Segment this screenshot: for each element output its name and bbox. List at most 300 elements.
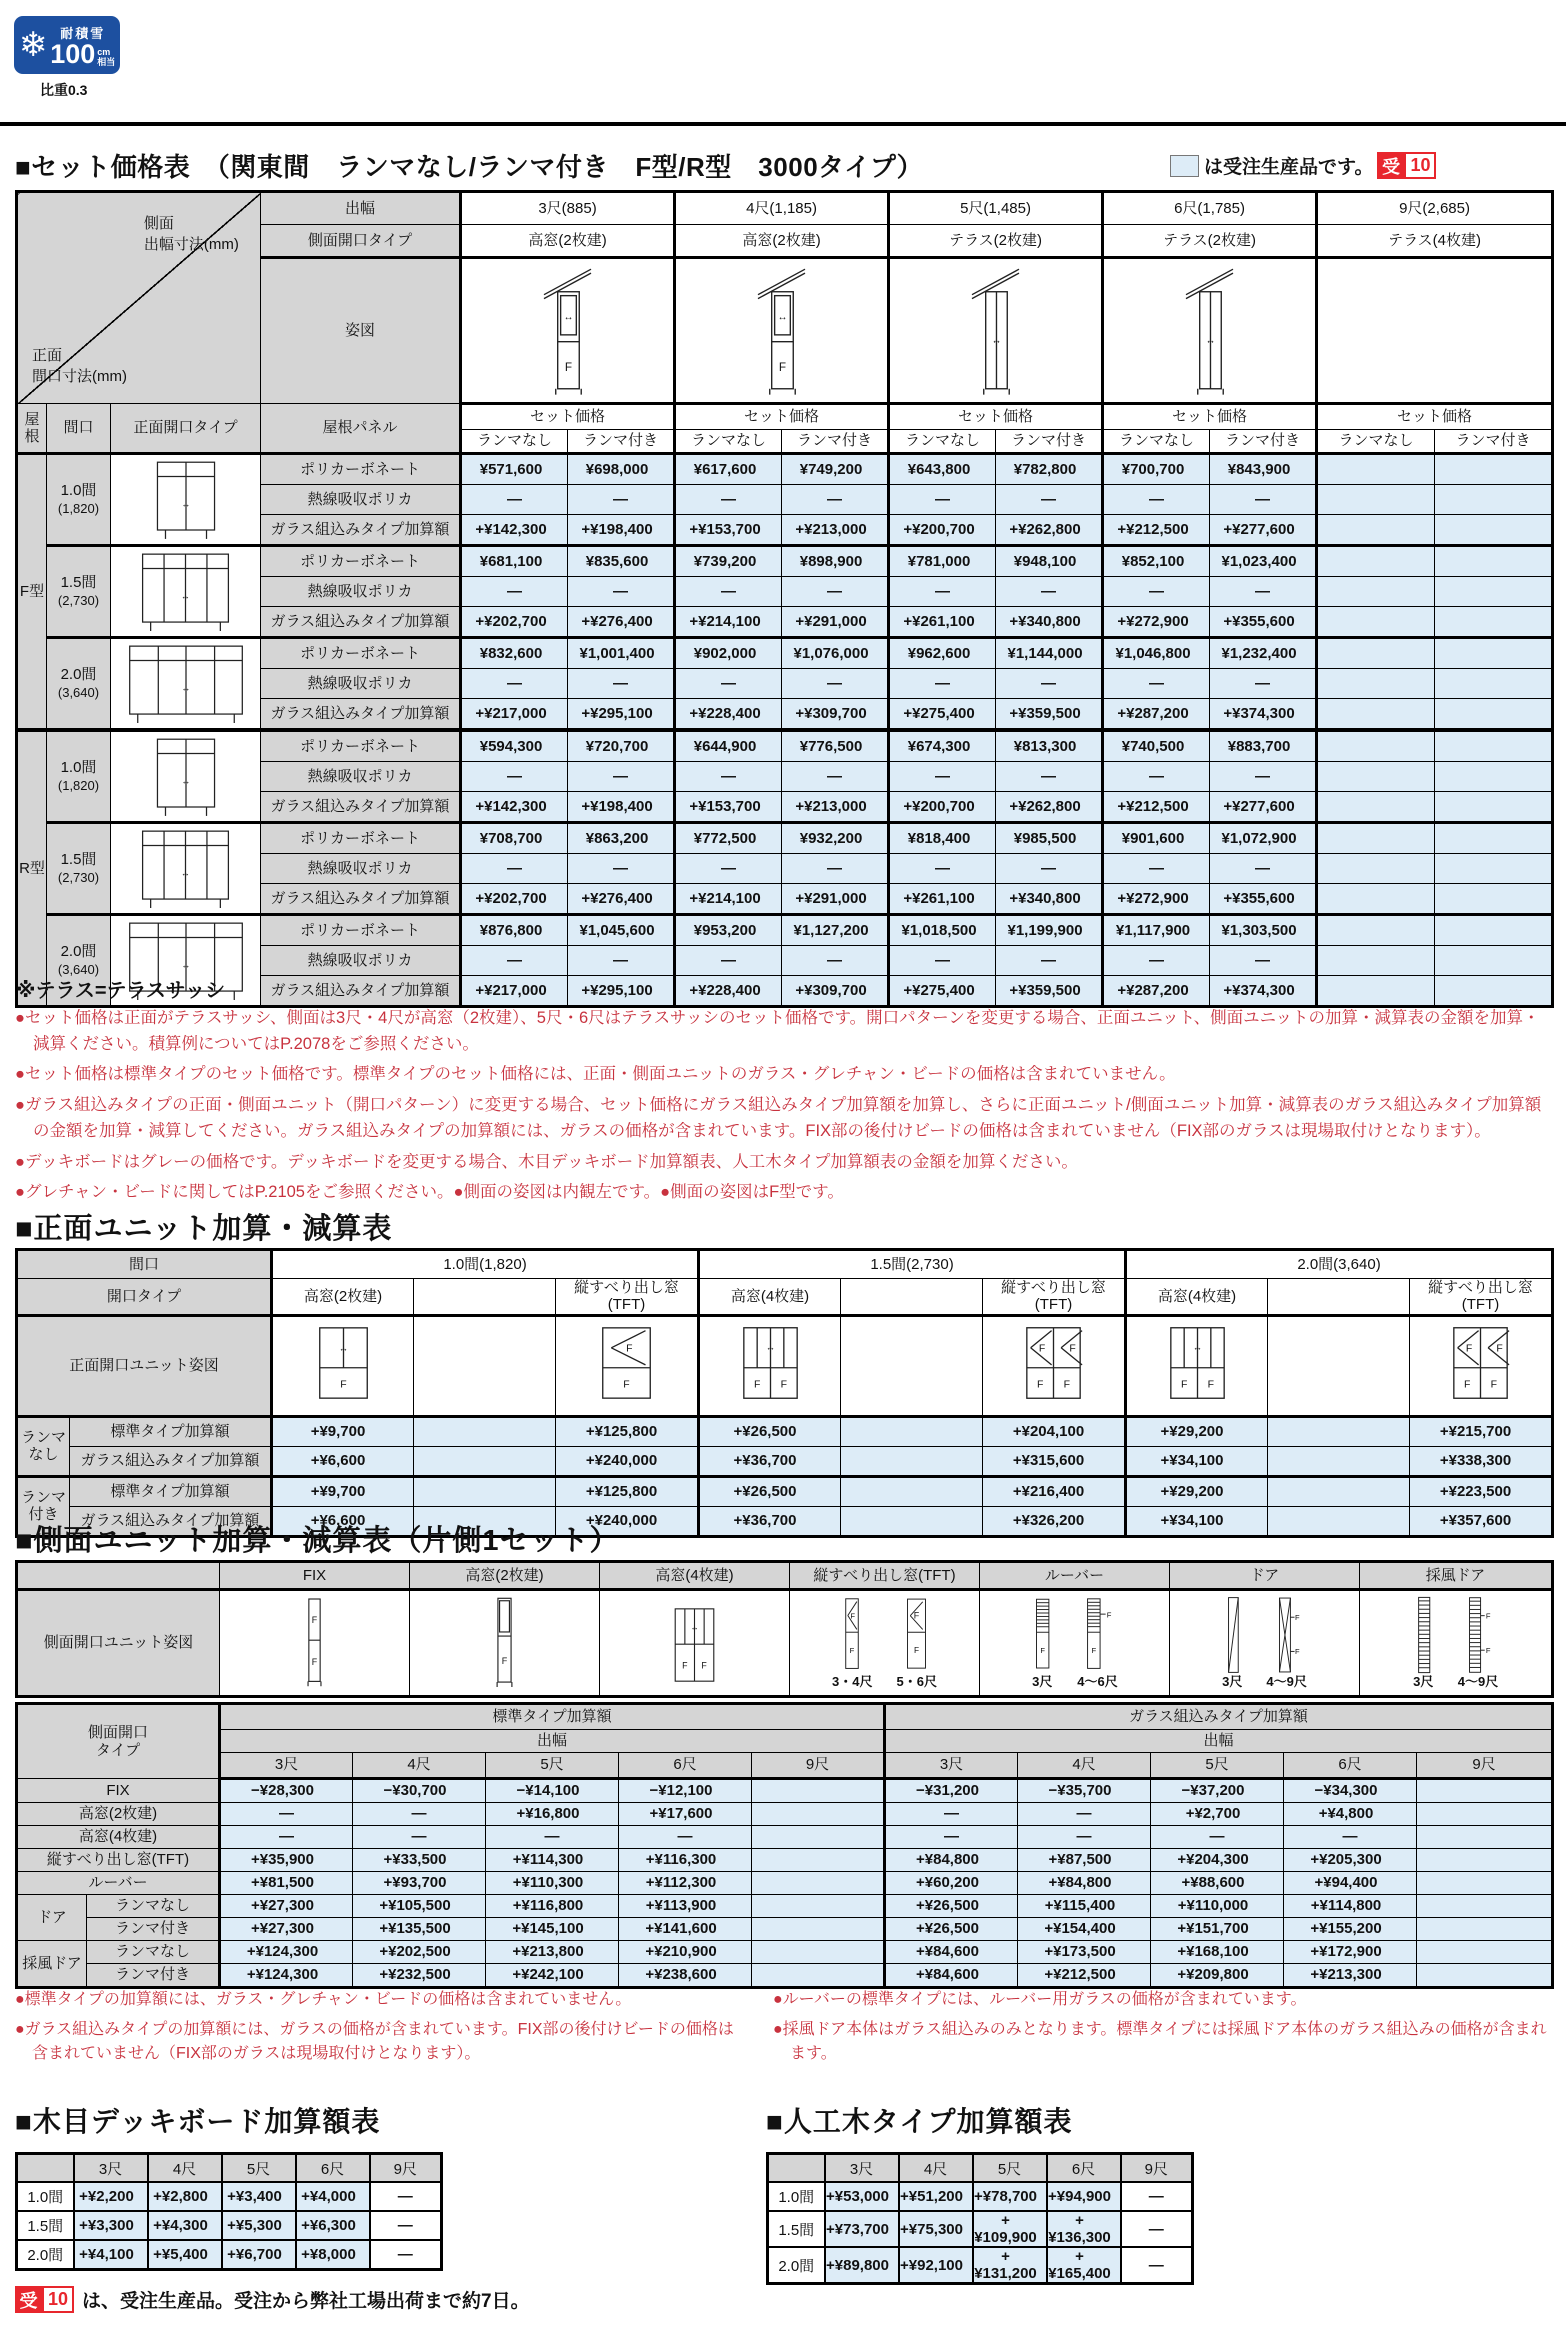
price-cell: +¥151,700 [1151,1918,1284,1941]
svg-text:F: F [1294,1647,1300,1657]
size-col-header: 5尺 [222,2154,296,2183]
price-cell [1435,577,1553,607]
price-cell: — [675,669,782,699]
size-col-header: 3尺 [885,1753,1018,1779]
price-cell: +¥172,900 [1284,1941,1417,1964]
price-cell: — [1018,1803,1151,1826]
sugata-header: 姿図 [261,258,461,404]
price-cell: — [782,946,889,976]
price-cell: +¥153,700 [675,515,782,546]
price-cell: +¥210,900 [619,1941,752,1964]
price-cell: +¥114,800 [1284,1895,1417,1918]
price-cell: +¥6,600 [272,1506,414,1536]
price-cell: ¥700,700 [1103,454,1210,485]
price-cell: — [353,1826,486,1849]
open-type [841,1279,983,1316]
elevation-icon [304,1595,325,1687]
price-cell: ¥1,303,500 [1210,915,1317,946]
elevation-icon [1449,1323,1512,1403]
price-cell: +¥262,800 [996,515,1103,546]
price-cell: +¥338,300 [1410,1446,1553,1476]
front-elevation-header: 正面開口ユニット姿図 [17,1315,272,1416]
price-cell: +¥213,800 [486,1941,619,1964]
price-cell: +¥5,400 [148,2240,222,2270]
price-cell [752,1779,885,1803]
svg-text:↔: ↔ [1205,336,1216,348]
elevation-icon [492,1595,517,1687]
svg-text:F: F [501,1655,508,1666]
size-col-header: 4尺 [353,1753,486,1779]
row-group-label: ドア [17,1895,87,1941]
price-cell: +¥2,700 [1151,1803,1284,1826]
side-unit-notes-left [15,1988,773,2072]
price-cell: −¥12,100 [619,1779,752,1803]
price-cell: +¥291,000 [782,607,889,638]
row-label: ルーバー [17,1872,220,1895]
side-elevation-cell [1317,258,1553,404]
price-cell: +¥262,800 [996,792,1103,823]
price-cell [752,1849,885,1872]
table-row [17,1562,1553,1590]
price-cell [1435,946,1553,976]
price-cell: +¥212,500 [1103,792,1210,823]
svg-text:F: F [1040,1645,1046,1655]
price-cell: — [1210,577,1317,607]
svg-text:F: F [311,1615,318,1626]
price-cell: ¥1,117,900 [1103,915,1210,946]
order-badge: 受 [15,2286,42,2313]
roof-panel-label: ガラス組込みタイプ加算額 [261,607,461,638]
svg-text:F: F [701,1660,707,1671]
price-cell: ¥1,127,200 [782,915,889,946]
price-cell: +¥295,100 [568,699,675,731]
price-cell: — [1018,1826,1151,1849]
price-cell: +¥276,400 [568,884,675,915]
price-cell: +¥29,200 [1126,1416,1268,1446]
price-cell [752,1872,885,1895]
price-cell: ¥1,072,900 [1210,823,1317,854]
ranma-nashi-header: ランマなし [889,430,996,454]
roof-panel-label: ポリカーボネート [261,546,461,577]
side-unit-notes-right [773,1988,1553,2072]
price-cell: +¥277,600 [1210,515,1317,546]
corner-cell: 側面 出幅寸法(mm) 正面 間口寸法(mm) [17,192,261,404]
side-open-type-header: ドア [1170,1562,1360,1590]
width-header: 5尺(1,485) [889,192,1103,225]
side-open-type-header: 高窓(4枚建) [600,1562,790,1590]
terrace-note: ※テラス=テラスサッシ [16,980,226,1002]
price-cell: — [889,485,996,515]
set-price-header: セット価格 [675,404,889,430]
side-unit-elevation-table [15,1560,1554,1698]
table-row [768,2182,1193,2211]
open-type: 縦すべり出し窓(TFT) [983,1279,1126,1316]
price-cell: ¥948,100 [996,546,1103,577]
price-cell: — [1210,669,1317,699]
price-cell: +¥114,300 [486,1849,619,1872]
front-elevation-cell [556,1315,699,1416]
width-header: 3尺(885) [461,192,675,225]
price-cell: +¥340,800 [996,607,1103,638]
price-cell: +¥34,100 [1126,1506,1268,1536]
price-cell [1417,1964,1553,1988]
elevation-icon [739,1323,802,1403]
svg-text:F: F [564,361,573,375]
front-elevation-cell [1268,1315,1410,1416]
svg-text:F: F [1496,1343,1503,1355]
ranma-label: ランマ なし [17,1416,70,1476]
front-elevation-cell [111,730,261,823]
price-cell: +¥16,800 [486,1803,619,1826]
price-cell [752,1803,885,1826]
note-item: ●ガラス組込みタイプの正面・側面ユニット（開口パターン）に変更する場合、セット価格にガラス組込みタイプ加算額を加算し、さらに正面ユニット/側面ユニット加算・減算表のガラス組込みタイプ加算額の金額を加算・減算してください。ガラス組込みタイプの加算額には、ガラスの価格が含まれています。FIX部の後付けビードの価格は含まれていません（FIX部のガラスは現場取付けとなります）。 [15,1096,1542,1140]
price-cell: +¥204,300 [1151,1849,1284,1872]
price-cell: +¥73,700 [825,2211,899,2247]
blank-header [17,2154,74,2183]
price-cell: ¥776,500 [782,730,889,762]
price-cell [841,1506,983,1536]
price-cell: — [1151,1826,1284,1849]
roof-panel-label: 熱線吸収ポリカ [261,577,461,607]
front-elevation-cell [983,1315,1126,1416]
price-cell: — [885,1803,1018,1826]
price-cell: +¥27,300 [220,1918,353,1941]
price-cell: ¥962,600 [889,638,996,669]
price-cell: — [461,669,568,699]
elevation-icon [1413,1596,1434,1674]
price-cell: +¥261,100 [889,884,996,915]
row-group-label: 採風ドア [17,1941,87,1988]
size-col-header: 9尺 [1121,2154,1193,2183]
elevation-icon [315,1323,372,1403]
price-cell: +¥242,100 [486,1964,619,1988]
price-cell: — [889,762,996,792]
price-cell: ¥594,300 [461,730,568,762]
wood-deck-board-section [15,2100,440,2271]
side-elevation-cell [980,1590,1170,1697]
elevation-icon [1274,1596,1300,1674]
side-open-type-header: FIX [220,1562,410,1590]
price-cell [1435,607,1553,638]
price-cell: +¥173,500 [1018,1941,1151,1964]
table-row [17,1803,1553,1826]
roof-panel-label: ポリカーボネート [261,915,461,946]
price-cell [1268,1476,1410,1506]
std-add-header: 標準タイプ加算額 [220,1704,885,1730]
price-cell: ¥835,600 [568,546,675,577]
svg-text:F: F [1490,1380,1498,1392]
price-cell: ¥852,100 [1103,546,1210,577]
price-cell: — [1121,2182,1193,2211]
price-cell: ¥781,000 [889,546,996,577]
price-cell: — [353,1803,486,1826]
price-cell: +¥9,700 [272,1476,414,1506]
price-cell [841,1476,983,1506]
side-elevation-cell [1170,1590,1360,1697]
price-cell: — [220,1803,353,1826]
price-cell [1435,915,1553,946]
price-cell [1317,669,1435,699]
note-item: ●デッキボードはグレーの価格です。デッキボードを変更する場合、木目デッキボード加算額表、人工木タイプ加算額表の金額を加算ください。 [15,1152,1078,1171]
table-row [17,1446,1553,1476]
price-cell [1317,485,1435,515]
roof-panel-label: ポリカーボネート [261,454,461,485]
svg-text:F: F [1465,1343,1473,1355]
price-cell: +¥124,300 [220,1941,353,1964]
table-row [17,2240,442,2270]
ranma-nashi-header: ランマなし [461,430,568,454]
price-cell: +¥141,600 [619,1918,752,1941]
price-cell: — [782,485,889,515]
open-type: 縦すべり出し窓(TFT) [1410,1279,1553,1316]
open-type-header: 開口タイプ [17,1279,272,1316]
side-unit-add-table [15,1702,1554,1989]
price-cell: +¥93,700 [353,1872,486,1895]
price-cell: ¥644,900 [675,730,782,762]
table-row [17,1730,1553,1753]
debahaba-header: 出幅 [261,192,461,225]
table-row [17,2154,442,2183]
price-cell: — [1103,485,1210,515]
row-label: 1.5間 [768,2211,825,2247]
side-elevation-cell [410,1590,600,1697]
price-cell: — [885,1826,1018,1849]
open-type [1268,1279,1410,1316]
divider [0,122,1566,126]
price-cell: +¥26,500 [885,1895,1018,1918]
price-cell: ¥813,300 [996,730,1103,762]
svg-text:↔: ↔ [777,312,788,324]
size-col-header: 3尺 [220,1753,353,1779]
price-cell: +¥374,300 [1210,976,1317,1007]
price-cell: −¥34,300 [1284,1779,1417,1803]
elevation-icon [971,261,1020,395]
svg-text:F: F [1485,1611,1490,1621]
svg-text:F: F [914,1645,920,1655]
price-cell [1435,823,1553,854]
price-cell: −¥37,200 [1151,1779,1284,1803]
price-cell: — [461,577,568,607]
price-cell: +¥277,600 [1210,792,1317,823]
price-cell: −¥30,700 [353,1779,486,1803]
price-cell [841,1446,983,1476]
price-cell: −¥14,100 [486,1779,619,1803]
side-open-type-header: 縦すべり出し窓(TFT) [790,1562,980,1590]
price-cell [1417,1826,1553,1849]
footer-note [15,2286,530,2313]
side-open-type: 高窓(2枚建) [675,225,889,258]
artificial-wood-section [766,2100,1193,2285]
footer-note-text: は、受注生産品。受注から弊社工場出荷まで約7日。 [82,2291,530,2312]
price-cell: +¥84,800 [1018,1872,1151,1895]
price-cell [1317,454,1435,485]
svg-text:F: F [778,361,787,375]
open-type: 高窓(4枚建) [699,1279,841,1316]
price-cell: +¥84,600 [885,1941,1018,1964]
price-cell: +¥26,500 [885,1918,1018,1941]
wood-deck-heading: ■木目デッキボード加算額表 [15,2106,381,2137]
price-cell: +¥92,100 [899,2247,973,2284]
price-cell: ¥953,200 [675,915,782,946]
price-cell: — [1284,1826,1417,1849]
elevation-icon [125,639,247,723]
row-label: 縦すべり出し窓(TFT) [17,1849,220,1872]
table-row [17,546,1553,577]
price-cell: — [675,854,782,884]
price-cell: +¥34,100 [1126,1446,1268,1476]
table-row [17,2182,442,2211]
elevation-icon [153,732,219,816]
price-cell [1317,762,1435,792]
price-cell: — [486,1826,619,1849]
price-cell: ¥832,600 [461,638,568,669]
price-cell [1268,1416,1410,1446]
price-cell: — [675,577,782,607]
price-cell [1417,1941,1553,1964]
price-cell: +¥202,500 [353,1941,486,1964]
price-cell: ¥674,300 [889,730,996,762]
price-cell: −¥35,700 [1018,1779,1151,1803]
price-cell: — [461,854,568,884]
roof-panel-header: 屋根パネル [261,404,461,454]
price-cell: — [220,1826,353,1849]
roof-panel-label: 熱線吸収ポリカ [261,946,461,976]
price-cell: — [996,669,1103,699]
price-cell: +¥209,800 [1151,1964,1284,1988]
table-row [17,1476,1553,1506]
price-cell: +¥3,300 [74,2211,148,2240]
price-cell [1417,1895,1553,1918]
artificial-wood-heading: ■人工木タイプ加算額表 [766,2106,1073,2137]
svg-text:F: F [339,1380,347,1392]
price-cell: ¥901,600 [1103,823,1210,854]
price-cell: ¥708,700 [461,823,568,854]
svg-text:F: F [682,1660,688,1671]
price-cell: +¥145,100 [486,1918,619,1941]
price-cell [1317,577,1435,607]
open-type: 高窓(4枚建) [1126,1279,1268,1316]
size-col-header: 5尺 [973,2154,1047,2183]
elevation-icon [671,1596,718,1686]
price-cell [1317,638,1435,669]
note-item: ●標準タイプの加算額には、ガラス・グレチャン・ビードの価格は含まれていません。 [15,1991,632,2008]
elevation-icon [1223,1596,1241,1674]
side-elevation-cell [461,258,675,404]
svg-text:F: F [311,1657,318,1668]
price-cell: — [1103,762,1210,792]
price-cell: +¥142,300 [461,515,568,546]
price-cell: +¥2,800 [148,2182,222,2211]
price-cell: +¥115,400 [1018,1895,1151,1918]
price-cell: ¥698,000 [568,454,675,485]
set-price-header: セット価格 [1317,404,1553,430]
price-cell: +¥213,000 [782,792,889,823]
price-cell: +¥6,600 [272,1446,414,1476]
price-cell [1417,1918,1553,1941]
table-row [768,2211,1193,2247]
price-cell: +¥213,300 [1284,1964,1417,1988]
row-label: 高窓(4枚建) [17,1826,220,1849]
price-cell [414,1446,556,1476]
price-cell: +¥8,000 [296,2240,370,2270]
size-col-header: 6尺 [619,1753,752,1779]
price-cell: +¥109,900 [973,2211,1047,2247]
svg-text:↔: ↔ [181,499,190,510]
side-elevation-cell [600,1590,790,1697]
elevation-icon [1166,1323,1229,1403]
price-cell: +¥223,500 [1410,1476,1553,1506]
table-row [17,1872,1553,1895]
price-cell: +¥9,700 [272,1416,414,1446]
svg-text:↔: ↔ [690,1622,699,1632]
price-cell: +¥84,800 [885,1849,1018,1872]
ranma-sub-label: ランマ付き [87,1918,220,1941]
svg-text:F: F [1036,1380,1044,1392]
price-cell: +¥81,500 [220,1872,353,1895]
price-cell [1435,638,1553,669]
price-cell [1417,1849,1553,1872]
price-cell: +¥202,700 [461,884,568,915]
roof-panel-label: ポリカーボネート [261,823,461,854]
price-cell [1417,1779,1553,1803]
maguchi-group-header: 2.0間(3,640) [1126,1250,1553,1279]
price-cell: ¥1,199,900 [996,915,1103,946]
price-cell [1435,762,1553,792]
price-cell: +¥36,700 [699,1506,841,1536]
price-cell: — [889,577,996,607]
size-label: 3尺 [1222,1674,1243,1690]
price-cell: — [1103,854,1210,884]
price-cell: +¥214,100 [675,884,782,915]
maguchi-label: 1.0間 (1,820) [47,454,111,546]
price-cell: +¥131,200 [973,2247,1047,2284]
table-row [768,2154,1193,2183]
price-cell: — [1210,485,1317,515]
price-cell: +¥17,600 [619,1803,752,1826]
price-cell [1435,546,1553,577]
price-cell: +¥94,900 [1047,2182,1121,2211]
price-cell [1435,976,1553,1007]
maguchi-label: 2.0間 (3,640) [47,915,111,1007]
price-cell [752,1941,885,1964]
price-cell: — [370,2182,442,2211]
ranma-sub-label: ランマなし [87,1895,220,1918]
table-row [17,1416,1553,1446]
side-unit-heading: ■側面ユニット加算・減算表（片側1セット） [15,1525,620,1557]
price-cell [752,1826,885,1849]
price-cell: +¥27,300 [220,1895,353,1918]
snow-badge-unit: cm [97,47,111,58]
roof-panel-label: ガラス組込みタイプ加算額 [261,884,461,915]
price-cell: +¥60,200 [885,1872,1018,1895]
svg-text:↔: ↔ [563,312,574,324]
svg-text:F: F [1090,1646,1096,1656]
front-unit-add-table [15,1248,1554,1538]
price-cell: +¥200,700 [889,792,996,823]
row-label: 1.0間 [768,2182,825,2211]
price-cell: +¥155,200 [1284,1918,1417,1941]
price-cell: +¥359,500 [996,976,1103,1007]
price-cell: +¥113,900 [619,1895,752,1918]
price-cell: +¥217,000 [461,699,568,731]
side-open-type: テラス(2枚建) [889,225,1103,258]
price-cell: +¥116,800 [486,1895,619,1918]
size-col-header: 4尺 [899,2154,973,2183]
price-cell: +¥198,400 [568,515,675,546]
front-elevation-cell [841,1315,983,1416]
size-col-header: 5尺 [1151,1753,1284,1779]
svg-text:F: F [780,1380,787,1392]
